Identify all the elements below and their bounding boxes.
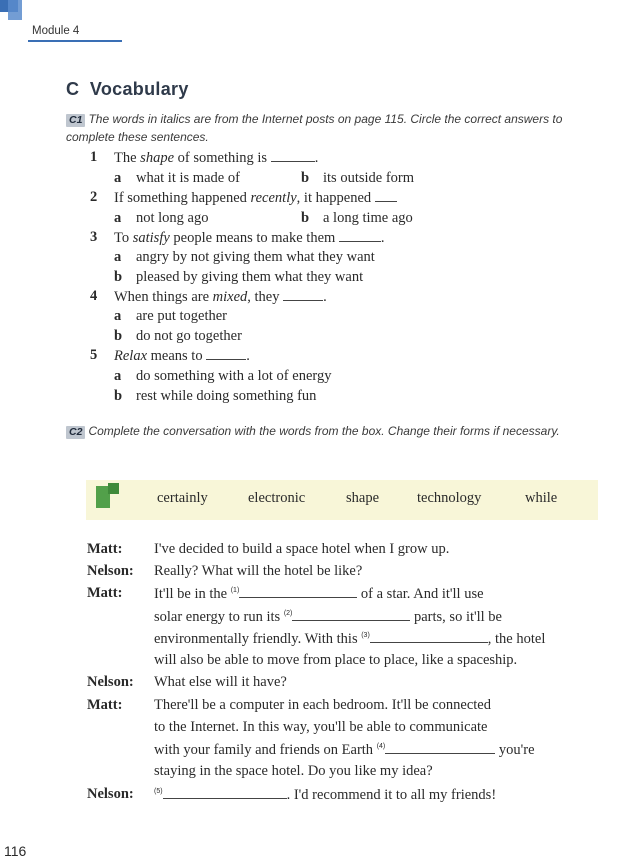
q5-stem: Relax means to . [114, 348, 250, 364]
dialogue-line-3b: solar energy to run its $^{(2)}$ parts, so it'll be [154, 609, 502, 625]
q4-blank[interactable] [283, 288, 323, 301]
q1-blank[interactable] [271, 149, 315, 162]
q1-option-a[interactable]: what it is made of [136, 170, 240, 186]
q3-option-b-label: b [114, 269, 123, 285]
speaker-matt: Matt: [87, 541, 123, 557]
module-label: Module 4 [32, 25, 80, 37]
word-certainly: certainly [157, 490, 208, 506]
c2-instruction [66, 422, 586, 440]
blank-5[interactable] [163, 786, 287, 799]
dialogue-line-1: I've decided to build a space hotel when I grow up. [154, 541, 450, 557]
q4-stem: When things are mixed, they . [114, 289, 327, 305]
q1-option-b-label: b [301, 170, 310, 186]
q2-option-a-label: a [114, 210, 122, 226]
c2-badge: C2 [66, 426, 85, 439]
dialogue-line-6: $^{(5)}$ . I'd recommend it to all my friends! [154, 787, 497, 803]
c1-instruction [66, 110, 586, 146]
c1-badge: C1 [66, 114, 85, 127]
q2-number: 2 [90, 189, 98, 205]
q2-option-b-label: b [301, 210, 310, 226]
corner-decoration-2 [8, 0, 22, 20]
dialogue-line-2: Really? What will the hotel be like? [154, 563, 363, 579]
dialogue-line-5c: with your family and friends on Earth $^{(4)}$ you're [154, 742, 535, 758]
speaker-matt: Matt: [87, 585, 123, 601]
q4-option-b[interactable]: do not go together [136, 328, 242, 344]
q5-number: 5 [90, 347, 98, 363]
blank-3[interactable] [370, 630, 488, 643]
q3-blank[interactable] [339, 229, 381, 242]
q4-option-a-label: a [114, 308, 122, 324]
speaker-matt: Matt: [87, 697, 123, 713]
blank-2[interactable] [292, 608, 410, 621]
dialogue-line-3d: will also be able to move from place to place, like a spaceship. [154, 652, 518, 668]
page-number: 116 [4, 843, 27, 859]
q3-number: 3 [90, 229, 98, 245]
q5-option-a-label: a [114, 368, 122, 384]
section-title [66, 79, 189, 100]
section-letter: C [66, 79, 80, 99]
speaker-nelson: Nelson: [87, 786, 134, 802]
q5-option-b-label: b [114, 388, 123, 404]
q2-blank[interactable] [375, 189, 397, 202]
q3-option-a[interactable]: angry by not giving them what they want [136, 249, 375, 265]
dialogue-line-4: What else will it have? [154, 674, 287, 690]
blank-4[interactable] [385, 741, 495, 754]
q5-blank[interactable] [206, 347, 246, 360]
word-electronic: electronic [248, 490, 306, 506]
q4-option-b-label: b [114, 328, 123, 344]
q5-option-a[interactable]: do something with a lot of energy [136, 368, 332, 384]
c2-instruction-text: Complete the conversation with the words from the box. Change their forms if necessary. [88, 424, 560, 438]
section-heading: Vocabulary [89, 79, 189, 99]
word-while: while [525, 490, 558, 506]
speaker-nelson: Nelson: [87, 563, 134, 579]
q1-option-a-label: a [114, 170, 122, 186]
q1-stem: The shape of something is . [114, 150, 319, 166]
dialogue-line-5a: There'll be a computer in each bedroom. It'll be connected [154, 697, 491, 713]
q5-option-b[interactable]: rest while doing something fun [136, 388, 317, 404]
q3-option-b[interactable]: pleased by giving them what they want [136, 269, 364, 285]
q3-stem: To satisfy people means to make them . [114, 230, 385, 246]
q4-number: 4 [90, 288, 98, 304]
word-shape: shape [346, 490, 380, 506]
word-technology: technology [417, 490, 482, 506]
q1-option-b[interactable]: its outside form [323, 170, 415, 186]
c1-instruction-text: The words in italics are from the Internet posts on page 115. Circle the correct answers to complete these sentences. [66, 112, 563, 144]
dialogue-line-5b: to the Internet. In this way, you'll be able to communicate [154, 719, 488, 735]
word-box-icon-accent [108, 483, 119, 494]
q3-option-a-label: a [114, 249, 122, 265]
q1-number: 1 [90, 149, 98, 165]
q2-stem: If something happened recently, it happened [114, 189, 397, 207]
module-underline [28, 40, 122, 42]
q4-option-a[interactable]: are put together [136, 308, 227, 324]
dialogue-line-3c: environmentally friendly. With this $^{(3)}$ , the hotel [154, 631, 546, 647]
q2-option-b[interactable]: a long time ago [323, 210, 413, 226]
q2-option-a[interactable]: not long ago [136, 210, 209, 226]
speaker-nelson: Nelson: [87, 674, 134, 690]
blank-1[interactable] [239, 585, 357, 598]
dialogue-line-5d: staying in the space hotel. Do you like my idea? [154, 763, 433, 779]
dialogue-line-3a: It'll be in the $^{(1)}$ of a star. And it'll use [154, 586, 484, 602]
